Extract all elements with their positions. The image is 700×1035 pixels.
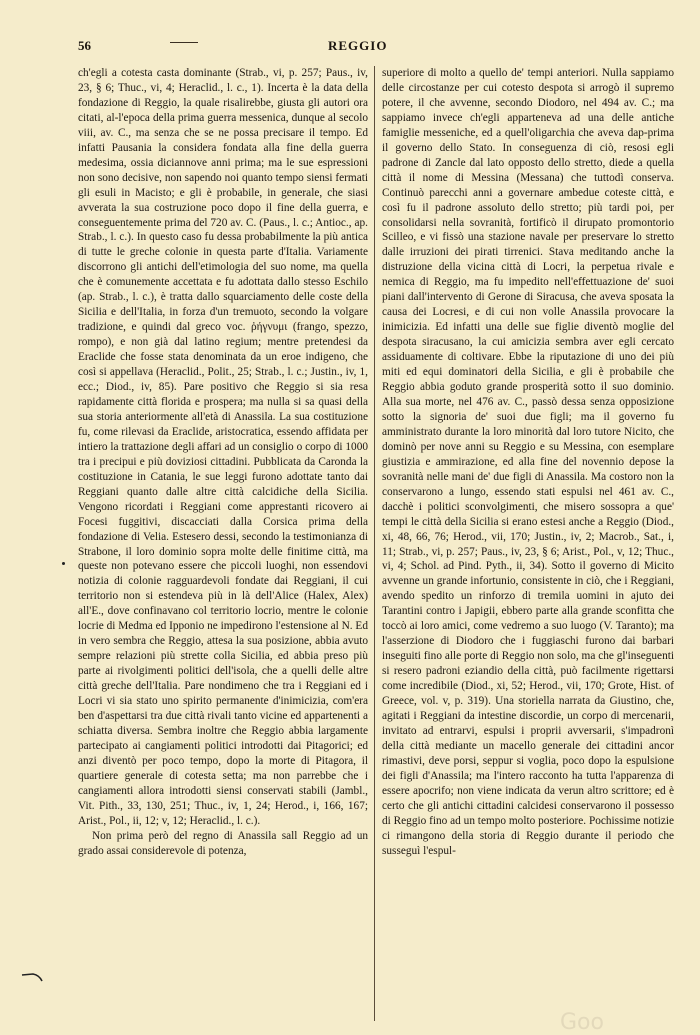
header-rule: [170, 42, 198, 43]
left-paragraph-1: ch'egli a cotesta casta dominante (Strab., vi, p. 257; Paus., iv, 23, § 6; Thuc., vi, 4; Heraclid., l. c., 1). Incerta è la data della fondazione di Reggio, la quale risalirebbe, giusta gli autori ora citati, al-l'epoca della prima guerra messenica, dunque al secolo viii, av. C., ma senza che se ne possa precisare il tempo. Ed infatti Pausania la considera fondata alla fine della guerra medesima, ossia diciannove anni prima; ma le sue espressioni non sono decisive, non sapendo noi quanto tempo siensi fermati gli esuli in Macisto; e gli è probabile, in generale, che siasi avverata la sua costruzione poco dopo il fine della guerra, e conseguentemente prima del 720 av. C. (Paus., l. c.; Antioc., ap. Strab., l. c.). In questo caso fu dessa probabilmente la più antica di tutte le greche colonie in questa parte d'Italia. Variamente discorrono gli antichi dell'etimologia del suo nome, ma quella che è comunemente accettata e fu adottata dallo stesso Eschilo (ap. Strab., l. c.), è tratta dallo squarciamento delle coste della Sicilia e dell'Italia, in forza d'un tremuoto, secondo la volgare tradizione, e quindi dal greco voc. ῥήγνυμι (frango, spezzo, rompo), e non già dal latino regium; mentre pretendesi da Eraclide che fosse stata denominata da un eroe indigeno, che così si appellava (Heraclid., Polit., 25; Strab., l. c.; Justin., iv, 1, ecc.; Diod., iv, 85). Pare positivo che Reggio si sia resa rapidamente città florida e prospera; ma nulla si sa quasi della sua storia anteriormente all'età di Anassila. La sua costituzione fu, come rilevasi da Eraclide, aristocratica, essendo affidata per intiero la trattazione degli affari ad un consiglio o corpo di 1000 tra i precipui e più doviziosi cittadini. Pubblicata da Caronda la costituzione in Catania, le sue leggi furono adottate tanto dai Reggiani quanto dalle altre città calcidiche della Sicilia. Vengono ricordati i Reggiani come apprestanti ricovero ai Focesi fuggitivi, discacciati dalla Corsica prima della fondazione di Velia. Estesero dessi, secondo la testimonianza di Strabone, il loro dominio sopra molte delle finitime città, ma queste non potevano essere che piccoli luoghi, non essendovi notizia di colonie ragguardevoli fondate dai Reggiani, il cui territorio non si estendeva più in là dell'Alice (Halex, Alex) all'E., dove confinavano col territorio locrio, mentre le colonie locrie di Medma ed Ipponio ne impedirono l'estensione al N. Ed in vero sembra che Reggio, attesa la sua posizione, abbia avuto sempre relazioni più strette colla Sicilia, ed abbia preso più parte ai rivolgimenti politici dell'isola, che a quelli delle altre città greche dell'Italia. Pare nondimeno che tra i Reggiani ed i Locri vi sia stato uno spirito permanente d'inimicizia, com'era ben d'aspettarsi tra due città rivali tanto vicine ed appartenenti a schiatta diversa. Sembra inoltre che Reggio abbia largamente partecipato ai cangiamenti politici introdotti dai Pitagorici; ed anzi diventò per poco tempo, dopo la morte di Pitagora, il quartiere generale di cotesta setta; ma non parrebbe che i cangiamenti allora introdotti siensi conservati stabili (Jambl., Vit. Pith., 33, 130, 251; Thuc., iv, 1, 24; Herod., i, 166, 167; Arist., Pol., ii, 12; v, 12; Heraclid., l. c.).: [78, 67, 368, 827]
right-paragraph-1: superiore di molto a quello de' tempi anteriori. Nulla sappiamo delle circostanze per cui cotesto despota si arrogò il supremo potere, il che avvenne, secondo Diodoro, nel 494 av. C.; ma sappiamo invece ch'egli apparteneva ad una delle antiche famiglie messeniche, ed a quell'oligarchia che aveva dap-prima il governo dello Stato. In conseguenza di ciò, resosi egli padrone di Zancle dal lato opposto dello stretto, diede a quella città il nome di Messina (Messana) che tuttodì conserva. Continuò parecchi anni a governare ambedue coteste città, e così fu il padrone assoluto dello stretto; più tardi poi, per consolidarsi nella sovranità, fortificò il dirupato promontorio Scilleo, e vi fissò una stazione navale per preservare lo stretto dalle irruzioni dei pirati tirrenici. Stava meditando anche la distruzione della vicina città di Locri, la perpetua rivale e nemica di Reggio, ma fu impedito nell'effettuazione de' suoi piani dall'intervento di Gerone di Siracusa, che aveva sposata la causa dei Locresi, e di cui non volle Anassila provocare la inimicizia. Ed infatti una delle sue figlie diventò moglie del despota siracusano, la cui amicizia sembra aver egli cercato assiduamente di coltivare. Ebbe la riputazione di uno dei più miti ed equi dominatori della Sicilia, e gli è probabile che Reggio abbia goduto grande prosperità sotto il suo dominio. Alla sua morte, nel 476 av. C., passò dessa senza opposizione sotto la signoria de' suoi due figli; ma il governo fu amministrato durante la loro minorità dal loro tutore Nicito, che dominò per nove anni su Reggio e su Messina, con esemplare giustizia e ammirazione, ed alla fine del novennio depose la sovranità nelle mani de' due figli di Anassila. Ma costoro non la conservarono a lungo, essendo stati espulsi nel 461 av. C., dacchè i politici sconvolgimenti, che misero sossopra a que' tempi le città della Sicilia si erano estesi anche a Reggio (Diod., xi, 48, 66, 76; Herod., vii, 170; Justin., iv, 2; Macrob., Sat., i, 11; Strab., vi, p. 257; Paus., iv, 23, § 6; Arist., Pol., v, 12; Thuc., vi, 4; Schol. ad Pind. Pyth., ii, 34). Sotto il governo di Micito avvenne un grande infortunio, consistente in ciò, che i Reggiani, avendo spedito un rinforzo di tremila uomini in ajuto dei Tarantini contro i Japigii, ebbero parte alla grande sconfitta che toccò ai loro amici, come vedremo a suo luogo (V. Taranto); ma l'asserzione di Diodoro che i fuggiaschi furono dai barbari inseguiti fino alle porte di Reggio non solo, ma che gl'inseguenti si resero padroni eziandio della città, può facilmente rigettarsi come incredibile (Diod., xi, 52; Herod., vii, 170; Grote, Hist. of Greece, vol. v, p. 319). Una storiella narrata da Giustino, che, agitati i Reggiani da intestine discordie, un corpo di mercenarii, invitato ad entrarvi, espulsi i proprii avversarii, s'impadronì della città mediante un macello generale dei cittadini ancor rimastivi, deve porsi, seppur si voglia, poco dopo la espulsione dei figli d'Anassila; ma l'intero racconto ha tutta l'apparenza di essere apocrifo; non viene indicata da verun altro scrittore; ed è certo che gli antichi cittadini calcidesi conservarono il possesso di Reggio fino ad un tempo molto posteriore. Pochissime notizie ci rimangono della storia di Reggio durante il periodo che susseguì l'espul-: [382, 67, 674, 857]
column-divider: [374, 66, 375, 1021]
right-column: [382, 66, 674, 859]
running-head: REGGIO: [328, 38, 388, 53]
margin-dot-mark: [62, 562, 65, 565]
page-header: [78, 38, 660, 58]
margin-pen-mark-icon: [21, 972, 43, 982]
left-column: [78, 66, 368, 859]
page-number: 56: [78, 38, 91, 53]
left-paragraph-2: Non prima però del regno di Anassila sall Reggio ad un grado assai considerevole di potenza,: [78, 829, 368, 857]
scan-watermark: Goo: [560, 1010, 604, 1035]
